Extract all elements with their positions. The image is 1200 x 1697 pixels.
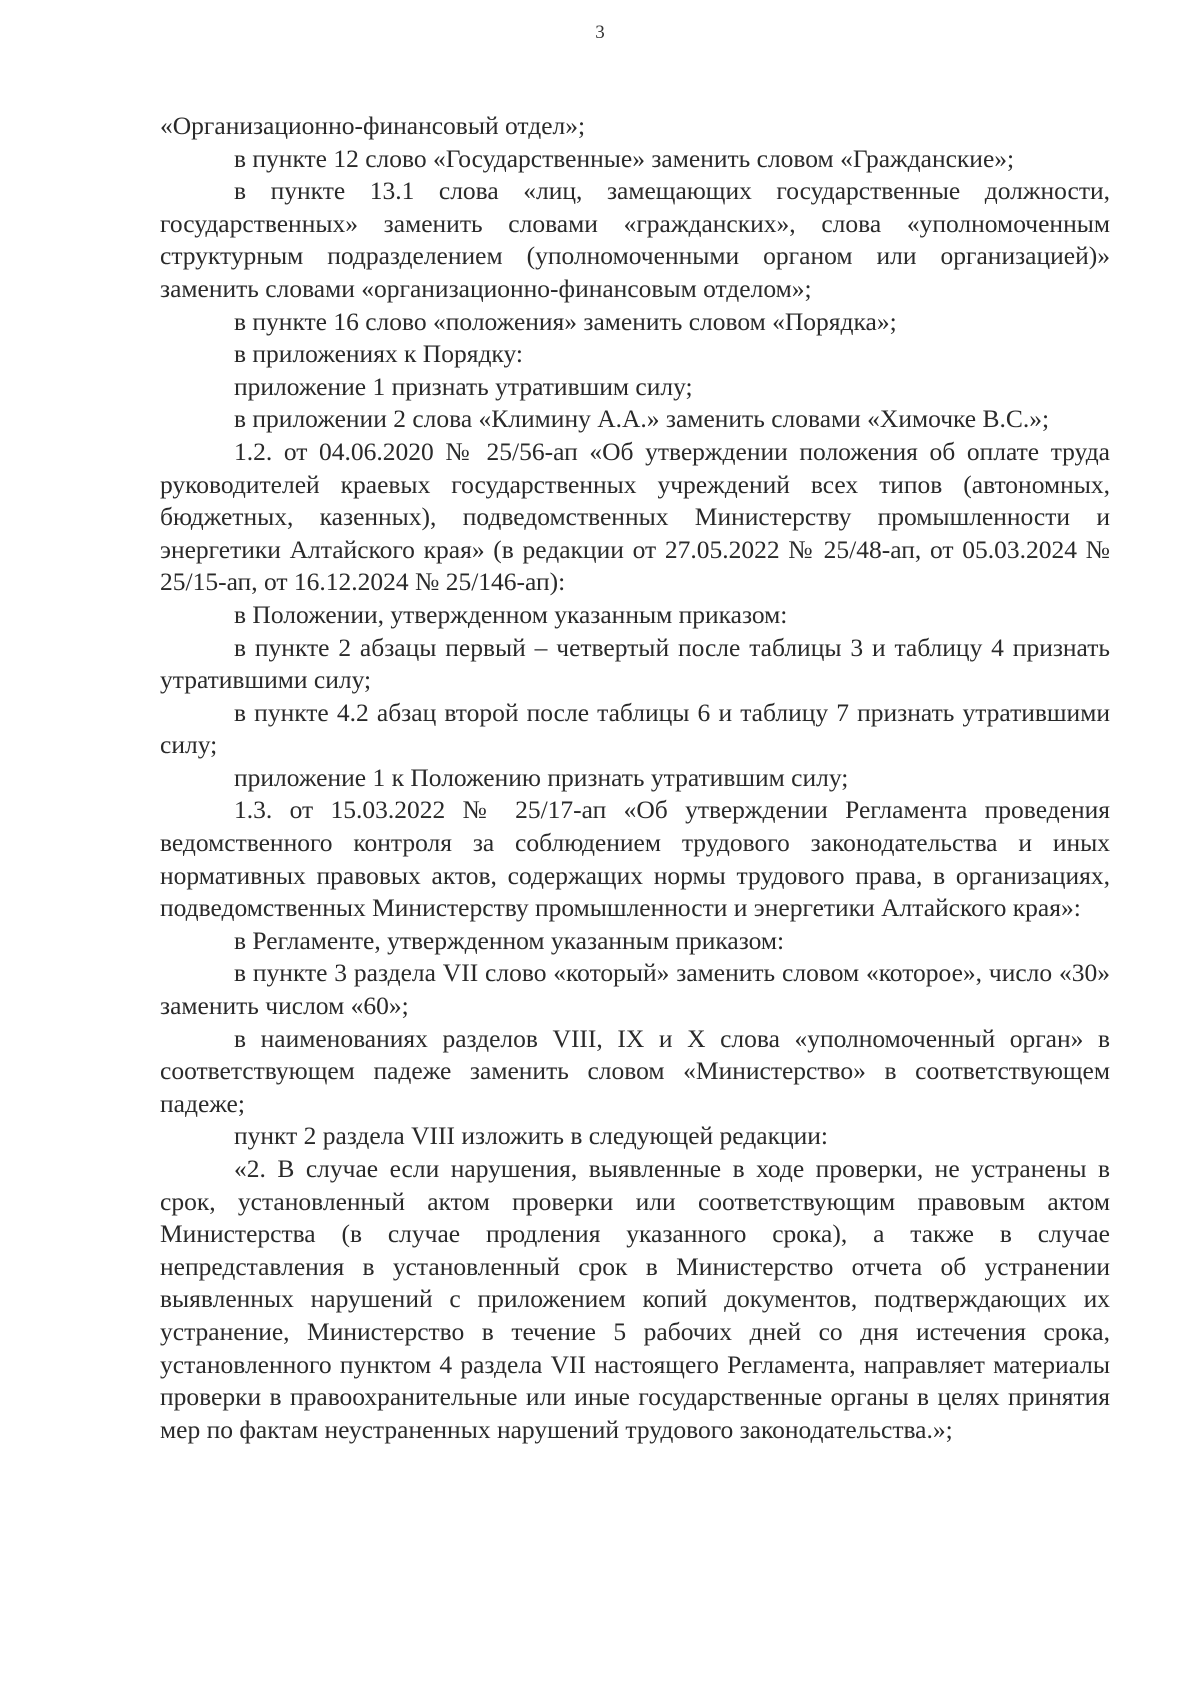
paragraph: 1.3. от 15.03.2022 № 25/17-ап «Об утверждении Регламента проведения ведомственного контроля за соблюдением трудового законодательства и иных нормативных правовых актов, содержащих нормы трудового права, в организациях, подведомственных Министерству промышленности и энергетики Алтайского края»: xyxy=(160,795,1110,923)
paragraph: в Положении, утвержденном указанным приказом: xyxy=(234,599,788,629)
paragraph: в пункте 12 слово «Государственные» заменить словом «Гражданские»; xyxy=(234,143,1015,173)
paragraph: в приложении 2 слова «Климину А.А.» заменить словами «Химочке В.С.»; xyxy=(234,404,1050,434)
paragraph: приложение 1 признать утратившим силу; xyxy=(234,371,693,401)
paragraph: в пункте 4.2 абзац второй после таблицы 6 и таблицу 7 признать утратившими силу; xyxy=(160,697,1110,760)
paragraph: «2. В случае если нарушения, выявленные в ходе проверки, не устранены в срок, установленный актом проверки или соответствующим правовым актом Министерства (в случае продления указанного срока), а также в случае непредставления в установленный срок в Министерство отчета об устранении выявленных нарушений с приложением копий документов, подтверждающих их устранение, Министерство в течение 5 рабочих дней со дня истечения срока, установленного пунктом 4 раздела VII настоящего Регламента, направляет материалы проверки в правоохранительные или иные государственные органы в целях принятия мер по фактам неустраненных нарушений трудового законодательства.»; xyxy=(160,1154,1110,1444)
paragraph: в Регламенте, утвержденном указанным приказом: xyxy=(234,925,785,955)
page-number: 3 xyxy=(595,22,605,43)
paragraph: приложение 1 к Положению признать утратившим силу; xyxy=(234,762,849,792)
document-body xyxy=(160,110,1110,1446)
paragraph: в приложениях к Порядку: xyxy=(234,339,523,369)
paragraph: 1.2. от 04.06.2020 № 25/56-ап «Об утверждении положения об оплате труда руководителей краевых государственных учреждений всех типов (автономных, бюджетных, казенных), подведомственных Министерству промышленности и энергетики Алтайского края» (в редакции от 27.05.2022 № 25/48-ап, от 05.03.2024 № 25/15-ап, от 16.12.2024 № 25/146-ап): xyxy=(160,436,1110,597)
paragraph: «Организационно-финансовый отдел»; xyxy=(160,111,586,140)
paragraph: в пункте 3 раздела VII слово «который» заменить словом «которое», число «30» заменить числом «60»; xyxy=(160,958,1110,1021)
paragraph: в наименованиях разделов VIII, IX и X слова «уполномоченный орган» в соответствующем падеже заменить словом «Министерство» в соответствующем падеже; xyxy=(160,1023,1110,1118)
paragraph: в пункте 13.1 слова «лиц, замещающих государственные должности, государственных» заменить словами «гражданских», слова «уполномоченным структурным подразделением (уполномоченными органом или организацией)» заменить словами «организационно-финансовым отделом»; xyxy=(160,176,1110,303)
paragraph: пункт 2 раздела VIII изложить в следующей редакции: xyxy=(234,1121,828,1151)
paragraph: в пункте 2 абзацы первый – четвертый после таблицы 3 и таблицу 4 признать утратившими силу; xyxy=(160,632,1110,695)
paragraph: в пункте 16 слово «положения» заменить словом «Порядка»; xyxy=(234,306,897,336)
